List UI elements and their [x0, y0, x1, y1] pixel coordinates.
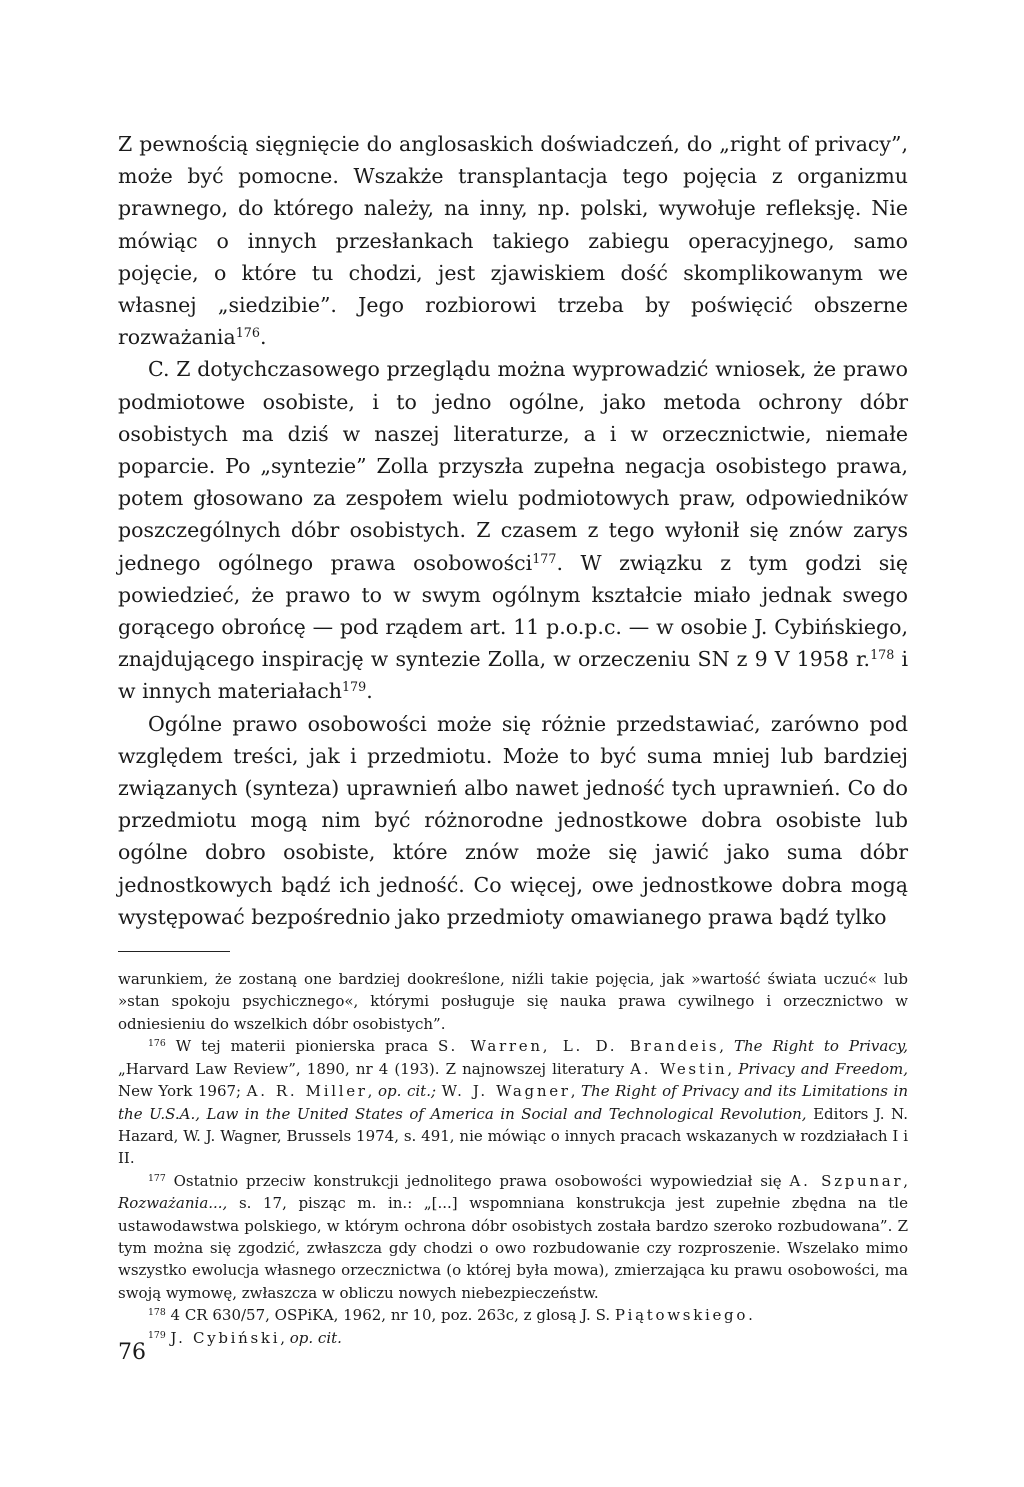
- text-run: Editors J. N. Hazard, W. J. Wagner, Brussels 1974, s. 491, nie mówiąc o innych pracach wskazanych w rozdziałach I i II.: [118, 1104, 908, 1168]
- footnote-ref: 176: [148, 1038, 166, 1050]
- footnotes: [118, 968, 908, 1349]
- text-run: . W związku z tym godzi się powiedzieć, że prawo to w swym ogólnym kształcie miało jednak swego gorącego obrońcę — pod rządem art. 11 p.o.p.c. — w osobie J. Cybińskiego, znajdującego inspirację w syntezie Zolla, w orzeczeniu SN z 9 V 1958 r.: [118, 550, 908, 672]
- footnote-ref: 179: [341, 679, 367, 695]
- footnote-continuation: [118, 968, 908, 1035]
- text-run: S. Warren, L. D. Brandeis: [438, 1037, 720, 1056]
- footnote-ref: 177: [148, 1172, 166, 1184]
- text-run: A. Szpunar: [789, 1171, 904, 1190]
- page-content: [118, 128, 908, 1349]
- text-run: Ostatnio przeciw konstrukcji jednolitego prawa osobowości wypowiedział się: [165, 1171, 790, 1190]
- text-run: J. Cybiński: [170, 1328, 281, 1347]
- paragraph-1: [118, 128, 908, 353]
- footnote-178: [118, 1304, 908, 1326]
- page-number: 76: [118, 1340, 146, 1365]
- text-run: „Harvard Law Review”, 1890, nr 4 (193). Z najnowszej literatury: [118, 1059, 631, 1078]
- paragraph-2: [118, 353, 908, 707]
- text-run: Piątowskiego: [614, 1306, 749, 1325]
- text-run: ,: [367, 1082, 378, 1101]
- footnote-ref: 176: [235, 325, 260, 341]
- footnote-divider: [118, 951, 230, 952]
- text-run: ,: [727, 1059, 739, 1078]
- footnote-177: [118, 1170, 908, 1304]
- footnote-ref: 177: [532, 550, 557, 566]
- footnote-ref: 178: [148, 1307, 166, 1319]
- text-run: W tej materii pionierska praca: [165, 1037, 438, 1056]
- footnote-ref: 178: [870, 647, 895, 663]
- text-run: 4 CR 630/57, OSPiKA, 1962, nr 10, poz. 263c, z glosą J. S.: [165, 1306, 615, 1325]
- text-run: Z pewnością sięgnięcie do anglosaskich doświadczeń, do „right of privacy”, może być pomocne. Wszakże transplantacja tego pojęcia z organizmu prawnego, do którego należy, na inny, np. polski, wywołuje refleksję. Nie mówiąc o innych przesłankach takiego zabiegu operacyjnego, samo pojęcie, o które tu chodzi, jest zjawiskiem dość skomplikowanym we własnej „siedzibie”. Jego rozbiorowi trzeba by poświęcić obszerne rozważania: [118, 132, 908, 350]
- text-run: ,: [719, 1037, 735, 1056]
- text-run: ,: [280, 1328, 290, 1347]
- text-run: The Right of Privacy and its Limitations in the U.S.A., Law in the United States of America in Social and Technological Revolution,: [118, 1082, 909, 1123]
- text-run: op. cit.: [289, 1328, 342, 1347]
- text-run: New York 1967;: [118, 1082, 247, 1101]
- text-run: A. R. Miller: [246, 1082, 368, 1101]
- text-run: Rozważania...,: [118, 1194, 228, 1213]
- text-run: ,: [903, 1171, 909, 1190]
- text-run: ,: [570, 1082, 582, 1101]
- text-run: Ogólne prawo osobowości może się różnie przedstawiać, zarówno pod względem treści, jak i przedmiotu. Może to być suma mniej lub bardziej związanych (synteza) uprawnień albo nawet jedność tych uprawnień. Co do przedmiotu mogą nim być różnorodne jednostkowe dobra osobiste lub ogólne dobro osobiste, które znów może się jawić jako suma dóbr jednostkowych bądź ich jedność. Co więcej, owe jednostkowe dobra mogą występować bezpośrednio jako przedmioty omawianego prawa bądź tylko: [118, 711, 908, 929]
- text-run: .: [748, 1306, 753, 1325]
- text-run: C. Z dotychczasowego przeglądu można wyprowadzić wniosek, że prawo podmiotowe osobiste, i to jedno ogólne, jako metoda ochrony dóbr osobistych ma dziś w naszej literaturze, a i w orzecznictwie, niemałe poparcie. Po „syntezie” Zolla przyszła zupełna negacja osobistego prawa, potem głosowano za zespołem wielu podmiotowych praw, odpowiedników poszczególnych dóbr osobistych. Z czasem z tego wyłonił się znów zarys jednego ogólnego prawa osobowości: [118, 357, 908, 575]
- paragraph-3: [118, 708, 908, 933]
- text-run: A. Westin: [630, 1059, 728, 1078]
- footnote-176: [118, 1035, 908, 1169]
- footnote-ref: 179: [148, 1329, 166, 1341]
- text-run: Privacy and Freedom,: [738, 1059, 909, 1078]
- text-run: W. J. Wagner: [441, 1082, 571, 1101]
- text-run: i w innych materiałach: [118, 647, 908, 704]
- text-run: The Right to Privacy,: [734, 1037, 908, 1056]
- text-run: .: [259, 325, 267, 350]
- text-run: s. 17, pisząc m. in.: „[...] wspomniana konstrukcja jest zupełnie zbędna na tle ustawodawstwa polskiego, w którym ochrona dóbr osobistych została bardzo szeroko rozbudowana”. Z tym można się zgodzić, zwłaszcza gdy chodzi o owo rozbudowanie czy rozproszenie. Wszelako mimo wszystko ewolucja własnego orzecznictwa (o której była mowa), zmierzająca ku prawu osobowości, ma swoją wymowę, zwłaszcza w obliczu nowych niebezpieczeństw.: [118, 1194, 908, 1302]
- main-text: [118, 128, 908, 933]
- footnote-179: [118, 1327, 908, 1349]
- text-run: warunkiem, że zostaną one bardziej dookreślone, niźli takie pojęcia, jak »wartość świata uczuć« lub »stan spokoju psychicznego«, którymi posługuje się nauka prawa cywilnego i orzecznictwo w odniesieniu do wszelkich dóbr osobistych”.: [118, 970, 908, 1033]
- text-run: op. cit.;: [378, 1082, 437, 1101]
- text-run: .: [366, 679, 373, 704]
